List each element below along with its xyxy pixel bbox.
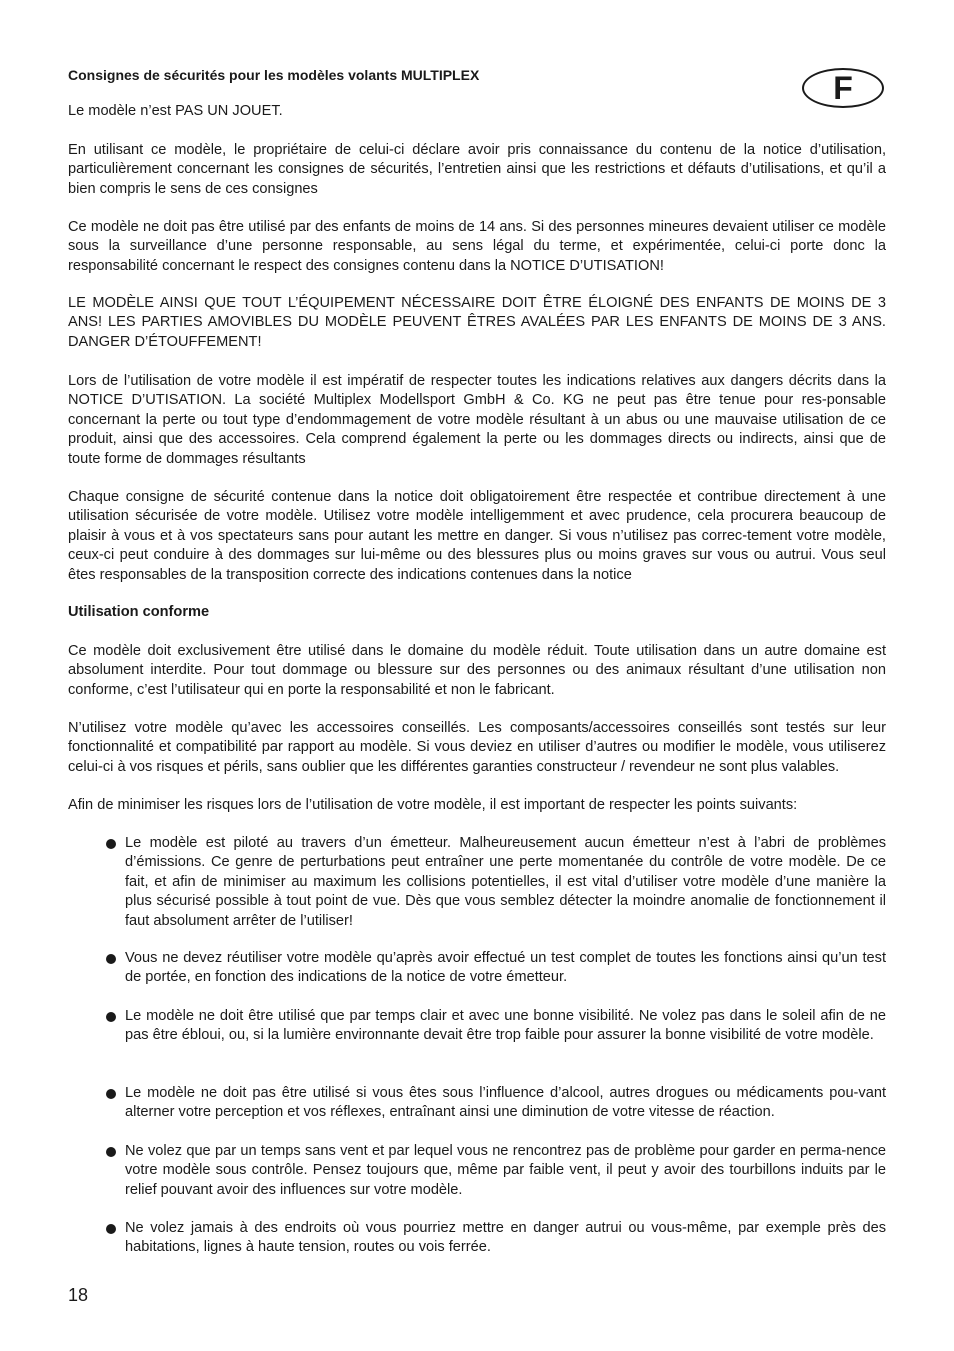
list-item-text: Ne volez jamais à des endroits où vous pourriez mettre en danger autrui ou vous-même, par exemple près des habitations, lignes à haute tension, routes ou vois ferrée.	[125, 1220, 886, 1256]
list-item-text: Vous ne devez réutiliser votre modèle qu’après avoir effectué un test complet de toutes les fonctions ainsi qu’un test de portée, en fonction des indications de la notice de votre émetteur.	[125, 950, 886, 986]
bullet-icon	[106, 1089, 116, 1099]
paragraph-intended-use: Ce modèle doit exclusivement être utilisé dans le domaine du modèle réduit. Toute utilisation dans un autre domaine est absolument interdite. Pour tout dommage ou blessure sur des personnes ou des animaux résultant d’une utilisation non conforme, c’est l’utilisateur qui en porte la responsabilité et non le fabricant.	[68, 643, 886, 698]
paragraph-not-a-toy: Le modèle n’est PAS UN JOUET.	[68, 103, 283, 119]
paragraph-choking-warning: LE MODÈLE AINSI QUE TOUT L’ÉQUIPEMENT NÉCESSAIRE DOIT ÊTRE ÉLOIGNÉ DES ENFANTS DE MOINS DE 3 ANS! LES PARTIES AMOVIBLES DU MODÈLE PEUVENT ÊTRES AVALÉES PAR LES ENFANTS DE MOINS DE 3 ANS. DANGER D’ÉTOUFFEMENT!	[68, 295, 886, 350]
paragraph-points-intro: Afin de minimiser les risques lors de l’utilisation de votre modèle, il est important de respecter les points suivants:	[68, 797, 798, 813]
bullet-icon	[106, 1147, 116, 1157]
bullet-icon	[106, 839, 116, 849]
paragraph-liability: Lors de l’utilisation de votre modèle il est impératif de respecter toutes les indications relatives aux dangers décrits dans la NOTICE D’UTISATION. La société Multiplex Modellsport GmbH & Co. KG ne peut pas être tenue pour res-ponsable concernant la perte ou tout type d’endommagement de votre modèle résultant à un abus ou une mauvaise utilisation de ce produit, ainsi que des accessoires. Cela comprend également la perte ou les dommages directs ou indirects, ainsi que de toute forme de dommages résultants	[68, 373, 886, 467]
list-item-text: Le modèle est piloté au travers d’un émetteur. Malheureusement aucun émetteur n’est à l’abri de problèmes d’émissions. Ce genre de perturbations peut entraîner une perte momentanée du contrôle de votre modèle. De ce fait, et afin de minimiser au maximum les collisions potentielles, il est vital d’utiliser votre modèle d’une manière la plus sécurisé possible à tout point de vue. Dès que vous semblez détecter la moindre anomalie de fonctionnement il faut absolument arrêter de l’utiliser!	[125, 835, 886, 929]
paragraph-age-restriction: Ce modèle ne doit pas être utilisé par des enfants de moins de 14 ans. Si des personnes mineures devaient utiliser ce modèle sous la surveillance d’une personne responsable, au sens légal du terme, et expérimentée, celui-ci porte donc la responsabilité concernant le respect des consignes contenu dans la NOTICE D’UTISATION!	[68, 219, 886, 274]
paragraph-owner-declaration: En utilisant ce modèle, le propriétaire de celui-ci déclare avoir pris connaissance du contenu de la notice d’utilisation, particulièrement concernant les consignes de sécurités, l’entretien ainsi que les restrictions et défauts d’utilisations, et qu’il a bien compris le sens de ces consignes	[68, 142, 886, 197]
paragraph-safety-instructions: Chaque consigne de sécurité contenue dans la notice doit obligatoirement être respectée et contribue directement à une utilisation sécurisée de votre modèle. Utilisez votre modèle intelligemment et avec prudence, cela procurera beaucoup de plaisir à vous et à vos spectateurs sans pour autant les mettre en danger. Si vous n’utilisez pas correc-tement votre modèle, ceux-ci peut conduire à des dommages sur lui-même ou des blessures plus ou moins graves sur vous ou autrui. Vous seul êtes responsables de la transposition correcte des indications contenues dans la notice	[68, 489, 886, 583]
list-item-text: Ne volez que par un temps sans vent et par lequel vous ne rencontrez pas de problème pour garder en perma-nence votre modèle sous contrôle. Pensez toujours que, même par faible vent, il peut y avoir des tourbillons induits par le relief pouvant avoir des influences sur votre modèle.	[125, 1143, 886, 1198]
bullet-icon	[106, 954, 116, 964]
list-item-text: Le modèle ne doit pas être utilisé si vous êtes sous l’influence d’alcool, autres drogues ou médicaments pou-vant alterner votre perception et vos réflexes, entraînant ainsi une diminution de votre vitesse de réaction.	[125, 1085, 886, 1121]
bullet-icon	[106, 1224, 116, 1234]
document-title: Consignes de sécurités pour les modèles volants MULTIPLEX	[68, 67, 480, 83]
list-item-text: Le modèle ne doit être utilisé que par temps clair et avec une bonne visibilité. Ne volez pas dans le soleil afin de ne pas être ébloui, ou, si la lumière environnante devait être trop faible pour assurer la bonne visibilité de votre modèle.	[125, 1008, 886, 1044]
page-number: 18	[68, 1285, 89, 1305]
section-heading: Utilisation conforme	[68, 604, 210, 620]
paragraph-accessories: N’utilisez votre modèle qu’avec les accessoires conseillés. Les composants/accessoires conseillés sont testés sur leur fonctionnalité et compatibilité par rapport au modèle. Si vous deviez en utiliser d’autres ou modifier le modèle, vous utiliserez celui-ci à vos risques et périls, sans oublier que les différentes garanties constructeur / revendeur ne sont plus valables.	[68, 720, 886, 775]
bullet-icon	[106, 1012, 116, 1022]
language-badge: F	[802, 68, 884, 108]
